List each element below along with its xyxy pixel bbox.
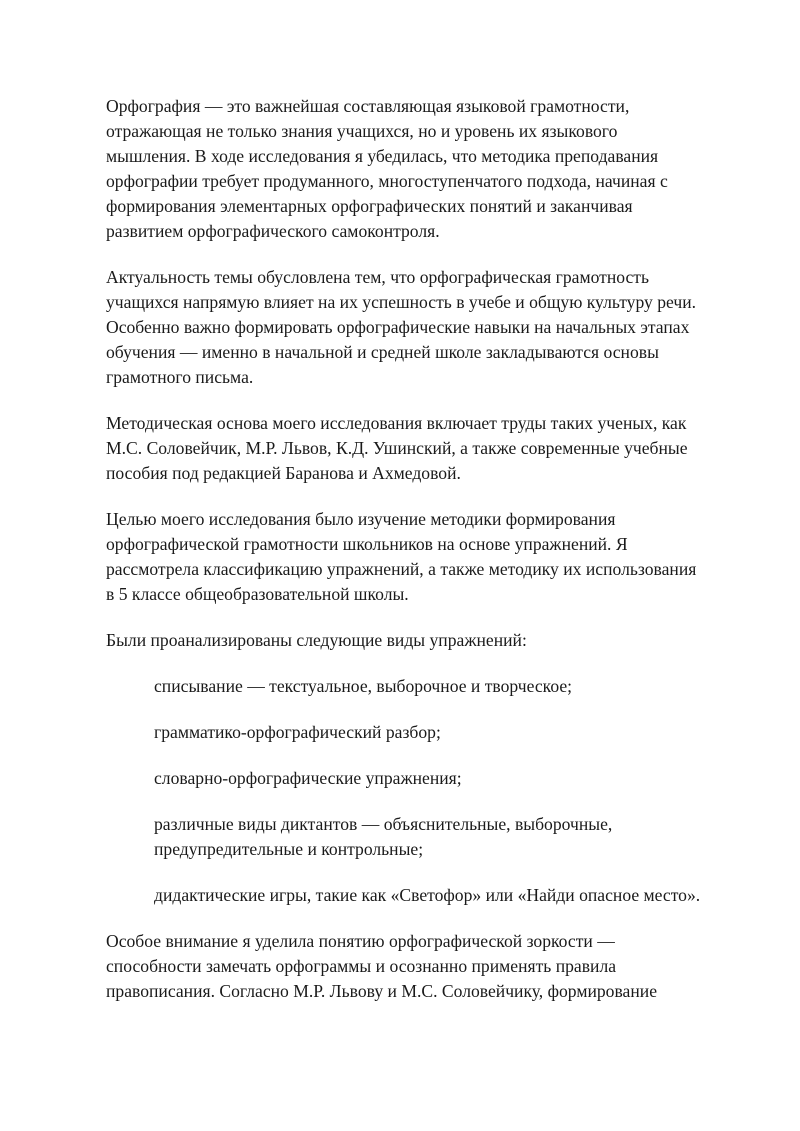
paragraph-relevance: Актуальность темы обусловлена тем, что орфографическая грамотность учащихся напрямую влияет на их успешность в учебе и общую культуру речи. Особенно важно формировать орфографические навыки на начальных этапах обучения — именно в начальной и средней школе закладываются основы грамотного письма. (106, 267, 697, 387)
list-item: словарно-орфографические упражнения; (154, 768, 462, 788)
paragraph-intro: Орфография — это важнейшая составляющая языковой грамотности, отражающая не только знания учащихся, но и уровень их языкового мышления. В ходе исследования я убедилась, что методика преподавания орфографии требует продуманного, многоступенчатого подхода, начиная с формирования элементарных орфографических понятий и заканчивая развитием орфографического самоконтроля. (106, 96, 668, 241)
paragraph-goal: Целью моего исследования было изучение методики формирования орфографической грамотности школьников на основе упражнений. Я рассмотрела классификацию упражнений, а также методику их использования в 5 классе общеобразовательной школы. (106, 509, 697, 604)
document-page (106, 94, 706, 1025)
list-item: списывание — текстуальное, выборочное и творческое; (154, 676, 573, 696)
list-item: дидактические игры, такие как «Светофор» или «Найди опасное место». (154, 885, 701, 905)
list-item: различные виды диктантов — объяснительные, выборочные, предупредительные и контрольные; (154, 814, 613, 859)
exercise-list (106, 674, 706, 908)
list-item: грамматико-орфографический разбор; (154, 722, 441, 742)
paragraph-methodology: Методическая основа моего исследования включает труды таких ученых, как М.С. Соловейчик, М.Р. Львов, К.Д. Ушинский, а также современные учебные пособия под редакцией Баранова и Ахмедовой. (106, 413, 688, 483)
paragraph-list-intro: Были проанализированы следующие виды упражнений: (106, 630, 527, 650)
paragraph-vigilance: Особое внимание я уделила понятию орфографической зоркости — способности замечать орфограммы и осознанно применять правила правописания. Согласно М.Р. Львову и М.С. Соловейчику, формирование (106, 931, 657, 1001)
